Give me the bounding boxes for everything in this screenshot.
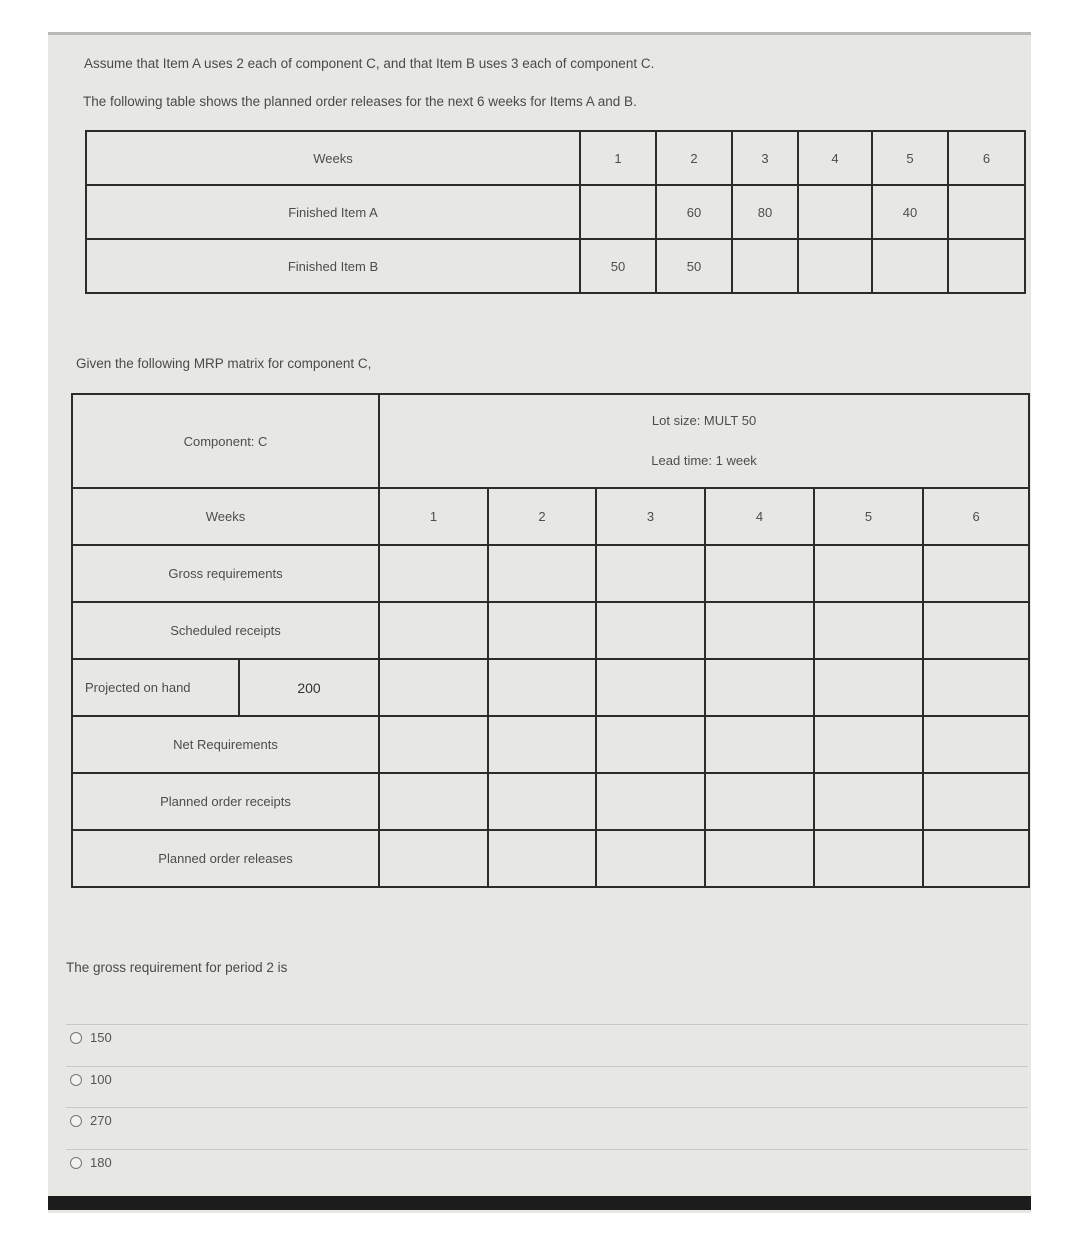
week-header: 6: [948, 131, 1025, 185]
release-cell: [948, 185, 1025, 239]
input-cell[interactable]: [596, 716, 705, 773]
divider: [66, 1149, 1028, 1150]
week-header: 3: [732, 131, 798, 185]
input-cell[interactable]: [814, 659, 923, 716]
row-label: Scheduled receipts: [72, 602, 379, 659]
week-header: 5: [872, 131, 948, 185]
input-cell[interactable]: [923, 602, 1029, 659]
week-header: 2: [488, 488, 596, 545]
row-label: Gross requirements: [72, 545, 379, 602]
week-header: 4: [798, 131, 872, 185]
gross-requirements-row: [72, 545, 1029, 602]
week-header: 2: [656, 131, 732, 185]
lot-lead-box: [379, 394, 1029, 488]
input-cell[interactable]: [596, 773, 705, 830]
release-cell: 50: [580, 239, 656, 293]
input-cell[interactable]: [379, 773, 488, 830]
row-label: Finished Item B: [86, 239, 580, 293]
lead-time: Lead time: 1 week: [651, 453, 757, 468]
input-cell[interactable]: [488, 659, 596, 716]
release-cell: 80: [732, 185, 798, 239]
input-cell[interactable]: [814, 602, 923, 659]
component-label: Component: C: [72, 394, 379, 488]
input-cell[interactable]: [705, 659, 814, 716]
input-cell[interactable]: [379, 716, 488, 773]
net-requirements-row: [72, 716, 1029, 773]
input-cell[interactable]: [596, 602, 705, 659]
input-cell[interactable]: [705, 545, 814, 602]
answer-option[interactable]: [70, 1113, 112, 1128]
lot-size: Lot size: MULT 50: [651, 413, 757, 428]
radio-icon[interactable]: [70, 1032, 82, 1044]
input-cell[interactable]: [705, 830, 814, 887]
week-header: 1: [379, 488, 488, 545]
mrp-header-row: [72, 394, 1029, 488]
mrp-weeks-row: [72, 488, 1029, 545]
release-table: [85, 130, 1026, 294]
input-cell[interactable]: [596, 830, 705, 887]
release-row-item-a: [86, 185, 1025, 239]
divider: [66, 1107, 1028, 1108]
scheduled-receipts-row: [72, 602, 1029, 659]
option-label: 100: [90, 1072, 112, 1087]
radio-icon[interactable]: [70, 1115, 82, 1127]
row-label: Finished Item A: [86, 185, 580, 239]
input-cell[interactable]: [379, 602, 488, 659]
answer-option[interactable]: [70, 1155, 112, 1170]
input-cell[interactable]: [488, 773, 596, 830]
release-row-item-b: [86, 239, 1025, 293]
input-cell[interactable]: [814, 716, 923, 773]
input-cell[interactable]: [923, 659, 1029, 716]
mrp-matrix: [71, 393, 1030, 888]
divider: [66, 1066, 1028, 1067]
poh-initial: 200: [239, 659, 379, 716]
input-cell[interactable]: [923, 830, 1029, 887]
input-cell[interactable]: [923, 716, 1029, 773]
answer-option[interactable]: [70, 1030, 112, 1045]
release-cell: [948, 239, 1025, 293]
input-cell[interactable]: [814, 830, 923, 887]
input-cell[interactable]: [705, 773, 814, 830]
question-text: The gross requirement for period 2 is: [66, 960, 288, 975]
option-label: 150: [90, 1030, 112, 1045]
mrp-intro: Given the following MRP matrix for component C,: [76, 356, 372, 371]
input-cell[interactable]: [488, 716, 596, 773]
week-header: 5: [814, 488, 923, 545]
input-cell[interactable]: [596, 545, 705, 602]
input-cell[interactable]: [814, 545, 923, 602]
radio-icon[interactable]: [70, 1157, 82, 1169]
input-cell[interactable]: [596, 659, 705, 716]
input-cell[interactable]: [379, 830, 488, 887]
planned-order-releases-row: [72, 830, 1029, 887]
row-label: Planned order releases: [72, 830, 379, 887]
release-cell: 50: [656, 239, 732, 293]
answer-option[interactable]: [70, 1072, 112, 1087]
week-header: 1: [580, 131, 656, 185]
input-cell[interactable]: [923, 773, 1029, 830]
release-cell: 40: [872, 185, 948, 239]
row-label: Planned order receipts: [72, 773, 379, 830]
bottom-bar: [48, 1196, 1031, 1210]
input-cell[interactable]: [379, 545, 488, 602]
release-cell: [798, 185, 872, 239]
input-cell[interactable]: [488, 602, 596, 659]
release-cell: [872, 239, 948, 293]
planned-order-receipts-row: [72, 773, 1029, 830]
row-label: Net Requirements: [72, 716, 379, 773]
divider: [66, 1024, 1028, 1025]
input-cell[interactable]: [923, 545, 1029, 602]
week-header: 4: [705, 488, 814, 545]
week-header: 3: [596, 488, 705, 545]
release-cell: 60: [656, 185, 732, 239]
release-cell: [580, 185, 656, 239]
option-label: 180: [90, 1155, 112, 1170]
input-cell[interactable]: [488, 545, 596, 602]
weeks-label: Weeks: [86, 131, 580, 185]
input-cell[interactable]: [705, 602, 814, 659]
projected-on-hand-row: [72, 659, 1029, 716]
option-label: 270: [90, 1113, 112, 1128]
week-header: 6: [923, 488, 1029, 545]
radio-icon[interactable]: [70, 1074, 82, 1086]
intro-line-2: The following table shows the planned order releases for the next 6 weeks for Items A and B.: [83, 94, 637, 109]
weeks-label: Weeks: [72, 488, 379, 545]
input-cell[interactable]: [379, 659, 488, 716]
row-label: Projected on hand: [72, 659, 239, 716]
intro-line-1: Assume that Item A uses 2 each of component C, and that Item B uses 3 each of component C.: [84, 56, 655, 71]
input-cell[interactable]: [488, 830, 596, 887]
release-weeks-row: [86, 131, 1025, 185]
release-cell: [732, 239, 798, 293]
input-cell[interactable]: [814, 773, 923, 830]
input-cell[interactable]: [705, 716, 814, 773]
release-cell: [798, 239, 872, 293]
